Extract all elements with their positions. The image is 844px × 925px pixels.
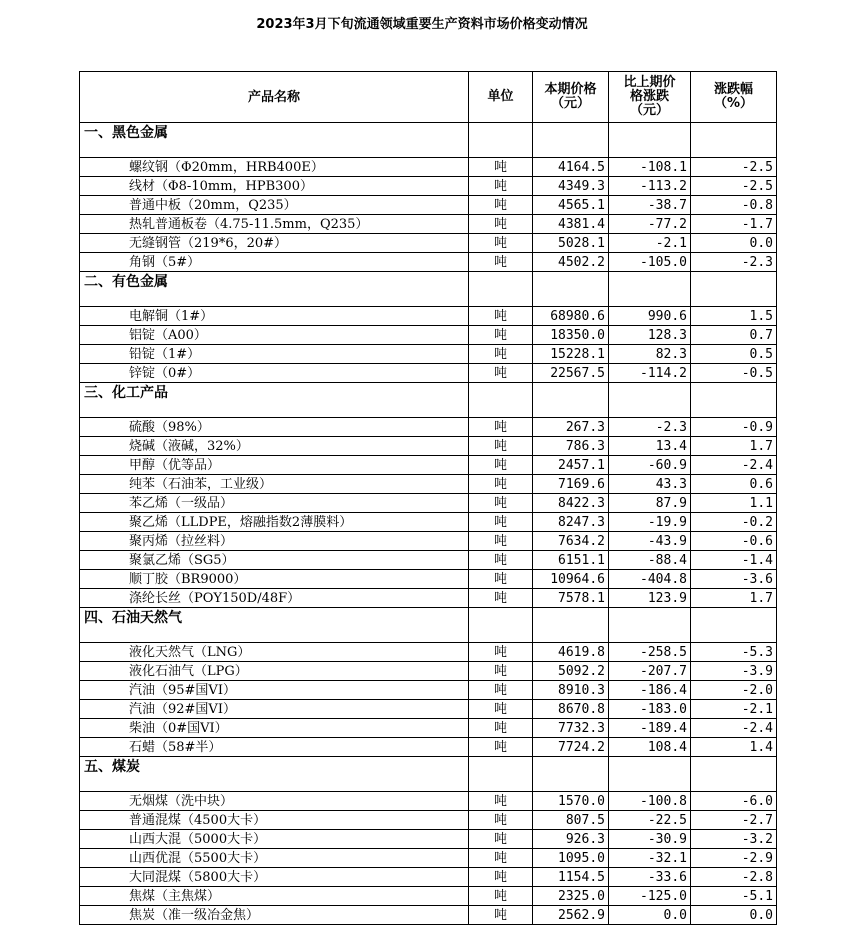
unit-cell: 吨 (469, 418, 533, 437)
unit-cell: 吨 (469, 738, 533, 757)
section-label: 二、有色金属 (80, 272, 469, 307)
table-row (80, 662, 777, 681)
section-empty-cell (533, 608, 609, 643)
product-name-cell: 热轧普通板卷（4.75-11.5mm，Q235） (80, 215, 469, 234)
price-cell: 15228.1 (533, 345, 609, 364)
percent-cell: -1.7 (691, 215, 777, 234)
change-cell: 13.4 (609, 437, 691, 456)
section-empty-cell (609, 757, 691, 792)
unit-cell: 吨 (469, 887, 533, 906)
change-cell: -258.5 (609, 643, 691, 662)
section-empty-cell (691, 272, 777, 307)
price-cell: 8247.3 (533, 513, 609, 532)
section-empty-cell (533, 383, 609, 418)
section-row (80, 608, 777, 643)
table-row (80, 532, 777, 551)
unit-cell: 吨 (469, 868, 533, 887)
percent-cell: -5.3 (691, 643, 777, 662)
table-row (80, 326, 777, 345)
price-cell: 786.3 (533, 437, 609, 456)
header-current-price (533, 72, 609, 123)
change-cell: -2.3 (609, 418, 691, 437)
table-row (80, 196, 777, 215)
change-cell: 0.0 (609, 906, 691, 925)
product-name-cell: 聚丙烯（拉丝料） (80, 532, 469, 551)
change-cell: 128.3 (609, 326, 691, 345)
percent-cell: 0.7 (691, 326, 777, 345)
table-row (80, 849, 777, 868)
percent-cell: -2.1 (691, 700, 777, 719)
unit-cell: 吨 (469, 849, 533, 868)
product-name-cell: 涤纶长丝（POY150D/48F） (80, 589, 469, 608)
unit-cell: 吨 (469, 345, 533, 364)
table-row (80, 906, 777, 925)
percent-cell: -2.5 (691, 158, 777, 177)
product-name-cell: 石蜡（58#半） (80, 738, 469, 757)
change-cell: -404.8 (609, 570, 691, 589)
price-cell: 4502.2 (533, 253, 609, 272)
unit-cell: 吨 (469, 570, 533, 589)
section-empty-cell (691, 123, 777, 158)
change-cell: 108.4 (609, 738, 691, 757)
percent-cell: 1.1 (691, 494, 777, 513)
table-row (80, 494, 777, 513)
change-cell: -88.4 (609, 551, 691, 570)
unit-cell: 吨 (469, 551, 533, 570)
percent-cell: 0.5 (691, 345, 777, 364)
table-row (80, 177, 777, 196)
change-cell: 43.3 (609, 475, 691, 494)
change-cell: -114.2 (609, 364, 691, 383)
change-cell: -183.0 (609, 700, 691, 719)
product-name-cell: 山西优混（5500大卡） (80, 849, 469, 868)
section-empty-cell (533, 272, 609, 307)
price-table (79, 71, 777, 925)
unit-cell: 吨 (469, 177, 533, 196)
table-row (80, 475, 777, 494)
product-name-cell: 普通混煤（4500大卡） (80, 811, 469, 830)
price-cell: 807.5 (533, 811, 609, 830)
percent-cell: 1.5 (691, 307, 777, 326)
table-row (80, 215, 777, 234)
unit-cell: 吨 (469, 719, 533, 738)
price-cell: 4164.5 (533, 158, 609, 177)
section-empty-cell (469, 383, 533, 418)
section-empty-cell (533, 123, 609, 158)
unit-cell: 吨 (469, 811, 533, 830)
section-label: 四、石油天然气 (80, 608, 469, 643)
unit-cell: 吨 (469, 326, 533, 345)
table-row (80, 307, 777, 326)
percent-cell: 0.0 (691, 906, 777, 925)
unit-cell: 吨 (469, 437, 533, 456)
product-name-cell: 线材（Φ8-10mm，HPB300） (80, 177, 469, 196)
change-cell: 123.9 (609, 589, 691, 608)
table-row (80, 830, 777, 849)
change-cell: -22.5 (609, 811, 691, 830)
product-name-cell: 苯乙烯（一级品） (80, 494, 469, 513)
section-row (80, 383, 777, 418)
product-name-cell: 铅锭（1#） (80, 345, 469, 364)
product-name-cell: 液化天然气（LNG） (80, 643, 469, 662)
price-cell: 8670.8 (533, 700, 609, 719)
table-row (80, 700, 777, 719)
unit-cell: 吨 (469, 906, 533, 925)
change-cell: -105.0 (609, 253, 691, 272)
table-row (80, 418, 777, 437)
price-cell: 5028.1 (533, 234, 609, 253)
product-name-cell: 角钢（5#） (80, 253, 469, 272)
price-cell: 7732.3 (533, 719, 609, 738)
section-empty-cell (533, 757, 609, 792)
section-row (80, 757, 777, 792)
section-empty-cell (609, 383, 691, 418)
price-cell: 5092.2 (533, 662, 609, 681)
product-name-cell: 烧碱（液碱，32%） (80, 437, 469, 456)
header-current-price-label: 本期价格（元） (544, 82, 597, 111)
change-cell: -100.8 (609, 792, 691, 811)
product-name-cell: 液化石油气（LPG） (80, 662, 469, 681)
table-row (80, 589, 777, 608)
percent-cell: 1.7 (691, 437, 777, 456)
unit-cell: 吨 (469, 643, 533, 662)
percent-cell: -2.3 (691, 253, 777, 272)
price-cell: 22567.5 (533, 364, 609, 383)
price-cell: 7634.2 (533, 532, 609, 551)
percent-cell: -3.9 (691, 662, 777, 681)
price-cell: 926.3 (533, 830, 609, 849)
product-name-cell: 山西大混（5000大卡） (80, 830, 469, 849)
price-cell: 1095.0 (533, 849, 609, 868)
table-row (80, 158, 777, 177)
change-cell: -19.9 (609, 513, 691, 532)
unit-cell: 吨 (469, 830, 533, 849)
section-empty-cell (691, 608, 777, 643)
table-row (80, 551, 777, 570)
product-name-cell: 无烟煤（洗中块） (80, 792, 469, 811)
table-row (80, 513, 777, 532)
percent-cell: -6.0 (691, 792, 777, 811)
unit-cell: 吨 (469, 253, 533, 272)
header-price-change (609, 72, 691, 123)
unit-cell: 吨 (469, 307, 533, 326)
product-name-cell: 普通中板（20mm，Q235） (80, 196, 469, 215)
section-label: 一、黑色金属 (80, 123, 469, 158)
unit-cell: 吨 (469, 662, 533, 681)
change-cell: -60.9 (609, 456, 691, 475)
price-cell: 2562.9 (533, 906, 609, 925)
header-product-name: 产品名称 (80, 72, 469, 123)
unit-cell: 吨 (469, 681, 533, 700)
table-row (80, 437, 777, 456)
product-name-cell: 锌锭（0#） (80, 364, 469, 383)
price-cell: 8910.3 (533, 681, 609, 700)
percent-cell: -0.8 (691, 196, 777, 215)
price-cell: 4349.3 (533, 177, 609, 196)
section-empty-cell (469, 608, 533, 643)
product-name-cell: 柴油（0#国VI） (80, 719, 469, 738)
percent-cell: -2.4 (691, 456, 777, 475)
section-empty-cell (609, 123, 691, 158)
percent-cell: 0.6 (691, 475, 777, 494)
table-row (80, 719, 777, 738)
percent-cell: -3.6 (691, 570, 777, 589)
table-row (80, 456, 777, 475)
change-cell: -43.9 (609, 532, 691, 551)
price-cell: 7169.6 (533, 475, 609, 494)
unit-cell: 吨 (469, 475, 533, 494)
percent-cell: -1.4 (691, 551, 777, 570)
change-cell: -113.2 (609, 177, 691, 196)
price-cell: 1154.5 (533, 868, 609, 887)
header-change-percent-label: 涨跌幅（%） (713, 82, 754, 111)
product-name-cell: 无缝钢管（219*6，20#） (80, 234, 469, 253)
product-name-cell: 顺丁胶（BR9000） (80, 570, 469, 589)
price-cell: 4565.1 (533, 196, 609, 215)
unit-cell: 吨 (469, 158, 533, 177)
change-cell: 82.3 (609, 345, 691, 364)
unit-cell: 吨 (469, 792, 533, 811)
price-cell: 10964.6 (533, 570, 609, 589)
percent-cell: -0.5 (691, 364, 777, 383)
change-cell: 990.6 (609, 307, 691, 326)
product-name-cell: 硫酸（98%） (80, 418, 469, 437)
table-row (80, 364, 777, 383)
price-cell: 1570.0 (533, 792, 609, 811)
change-cell: -2.1 (609, 234, 691, 253)
change-cell: 87.9 (609, 494, 691, 513)
product-name-cell: 纯苯（石油苯，工业级） (80, 475, 469, 494)
table-row (80, 643, 777, 662)
product-name-cell: 甲醇（优等品） (80, 456, 469, 475)
percent-cell: -3.2 (691, 830, 777, 849)
table-body (80, 123, 777, 925)
section-empty-cell (469, 123, 533, 158)
header-change-percent (691, 72, 777, 123)
change-cell: -77.2 (609, 215, 691, 234)
unit-cell: 吨 (469, 494, 533, 513)
unit-cell: 吨 (469, 700, 533, 719)
price-cell: 4619.8 (533, 643, 609, 662)
section-empty-cell (609, 272, 691, 307)
percent-cell: -5.1 (691, 887, 777, 906)
product-name-cell: 汽油（92#国VI） (80, 700, 469, 719)
section-empty-cell (691, 757, 777, 792)
product-name-cell: 聚氯乙烯（SG5） (80, 551, 469, 570)
unit-cell: 吨 (469, 532, 533, 551)
unit-cell: 吨 (469, 513, 533, 532)
product-name-cell: 焦炭（准一级冶金焦） (80, 906, 469, 925)
price-cell: 267.3 (533, 418, 609, 437)
percent-cell: -0.9 (691, 418, 777, 437)
product-name-cell: 铝锭（A00） (80, 326, 469, 345)
table-row (80, 792, 777, 811)
table-row (80, 811, 777, 830)
change-cell: -125.0 (609, 887, 691, 906)
price-cell: 18350.0 (533, 326, 609, 345)
percent-cell: 0.0 (691, 234, 777, 253)
unit-cell: 吨 (469, 364, 533, 383)
percent-cell: -0.6 (691, 532, 777, 551)
price-cell: 2457.1 (533, 456, 609, 475)
percent-cell: -2.7 (691, 811, 777, 830)
unit-cell: 吨 (469, 196, 533, 215)
percent-cell: -2.4 (691, 719, 777, 738)
percent-cell: 1.7 (691, 589, 777, 608)
price-cell: 6151.1 (533, 551, 609, 570)
price-cell: 7724.2 (533, 738, 609, 757)
header-unit: 单位 (469, 72, 533, 123)
price-cell: 8422.3 (533, 494, 609, 513)
table-row (80, 345, 777, 364)
unit-cell: 吨 (469, 215, 533, 234)
unit-cell: 吨 (469, 234, 533, 253)
price-cell: 7578.1 (533, 589, 609, 608)
section-empty-cell (469, 757, 533, 792)
price-cell: 2325.0 (533, 887, 609, 906)
product-name-cell: 聚乙烯（LLDPE，熔融指数2薄膜料） (80, 513, 469, 532)
table-row (80, 570, 777, 589)
section-empty-cell (469, 272, 533, 307)
product-name-cell: 焦煤（主焦煤） (80, 887, 469, 906)
price-cell: 68980.6 (533, 307, 609, 326)
percent-cell: -2.0 (691, 681, 777, 700)
section-empty-cell (609, 608, 691, 643)
percent-cell: -2.9 (691, 849, 777, 868)
percent-cell: -0.2 (691, 513, 777, 532)
section-label: 五、煤炭 (80, 757, 469, 792)
change-cell: -189.4 (609, 719, 691, 738)
change-cell: -30.9 (609, 830, 691, 849)
section-label: 三、化工产品 (80, 383, 469, 418)
unit-cell: 吨 (469, 456, 533, 475)
percent-cell: -2.8 (691, 868, 777, 887)
header-price-change-label: 比上期价格涨跌（元） (623, 75, 676, 118)
page-title: 2023年3月下旬流通领域重要生产资料市场价格变动情况 (256, 17, 588, 32)
table-row (80, 887, 777, 906)
change-cell: -33.6 (609, 868, 691, 887)
section-row (80, 123, 777, 158)
section-empty-cell (691, 383, 777, 418)
table-row (80, 681, 777, 700)
change-cell: -207.7 (609, 662, 691, 681)
change-cell: -108.1 (609, 158, 691, 177)
price-cell: 4381.4 (533, 215, 609, 234)
table-row (80, 253, 777, 272)
unit-cell: 吨 (469, 589, 533, 608)
change-cell: -186.4 (609, 681, 691, 700)
table-row (80, 234, 777, 253)
change-cell: -32.1 (609, 849, 691, 868)
product-name-cell: 大同混煤（5800大卡） (80, 868, 469, 887)
section-row (80, 272, 777, 307)
product-name-cell: 汽油（95#国VI） (80, 681, 469, 700)
percent-cell: -2.5 (691, 177, 777, 196)
table-row (80, 738, 777, 757)
table-header-row (80, 72, 777, 123)
percent-cell: 1.4 (691, 738, 777, 757)
table-row (80, 868, 777, 887)
product-name-cell: 螺纹钢（Φ20mm，HRB400E） (80, 158, 469, 177)
product-name-cell: 电解铜（1#） (80, 307, 469, 326)
change-cell: -38.7 (609, 196, 691, 215)
